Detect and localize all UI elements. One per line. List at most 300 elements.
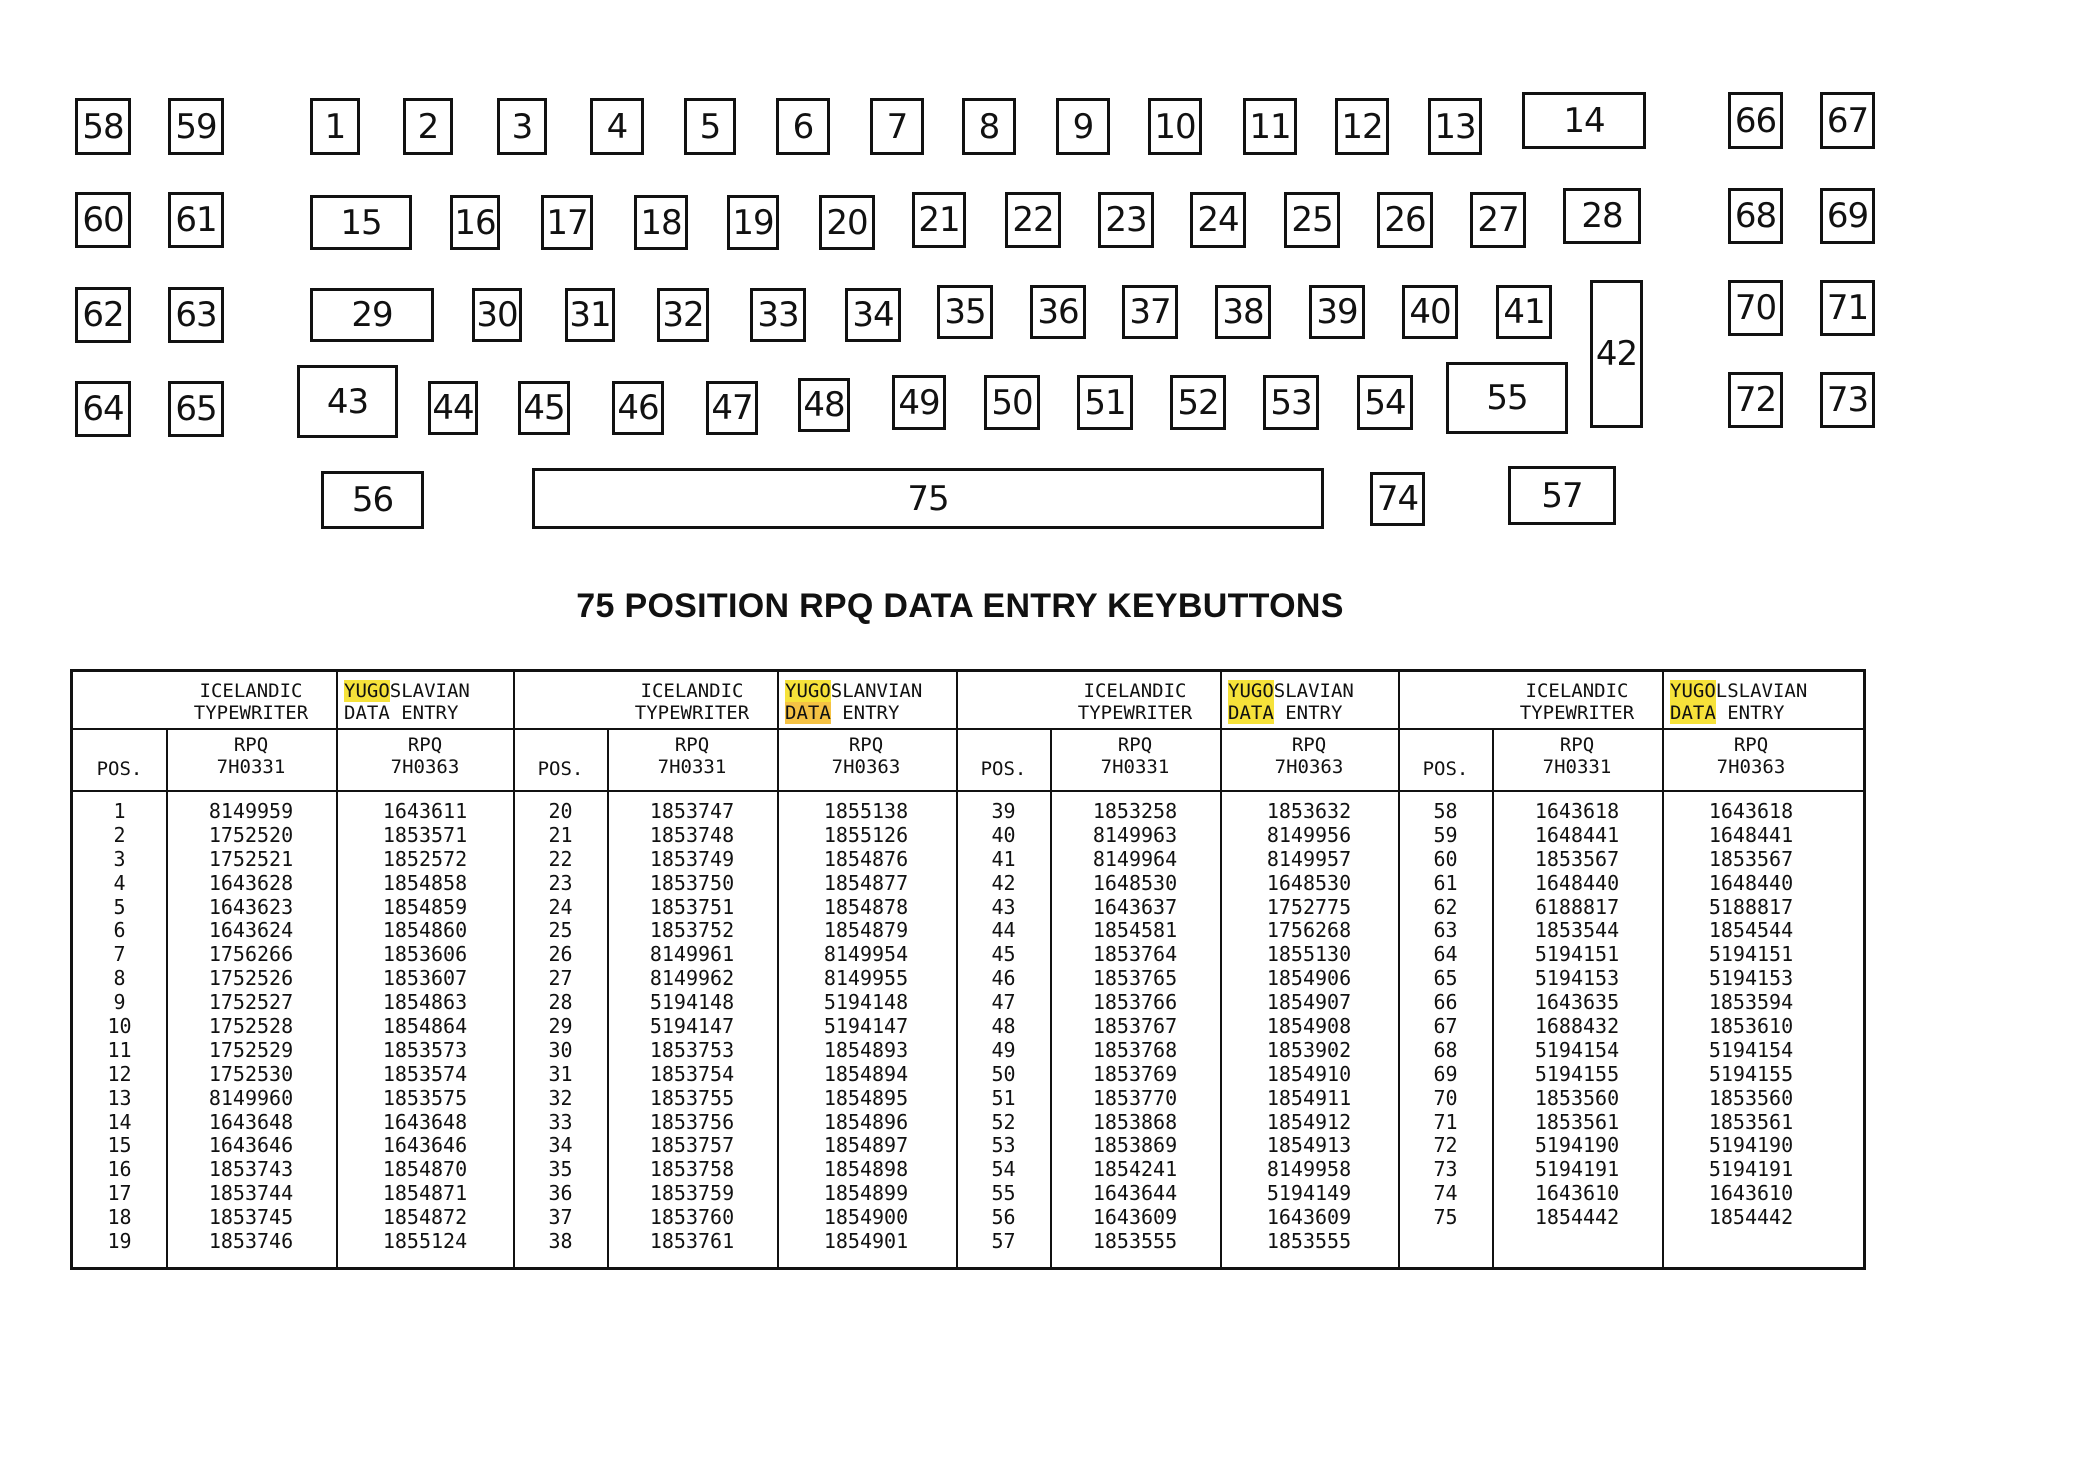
key-30: 30 [472,288,522,342]
rpq-label: RPQ [1733,734,1769,756]
position-number: 3 [113,846,126,871]
position-number: 30 [548,1037,573,1062]
position-number: 61 [1433,870,1458,895]
header-rule-2 [73,790,1863,792]
part-number: 1853749 [649,846,735,871]
part-number: 1853745 [208,1205,294,1230]
position-number: 16 [107,1157,132,1182]
rpq-label: RPQ [1559,734,1595,756]
position-number: 49 [991,1037,1016,1062]
part-number: 1853575 [382,1085,468,1110]
part-number: 1853607 [382,966,468,991]
key-20: 20 [819,195,875,250]
position-number: 73 [1433,1157,1458,1182]
position-number: 62 [1433,894,1458,919]
key-62: 62 [75,287,131,343]
position-number: 66 [1433,990,1458,1015]
position-number: 31 [548,1061,573,1086]
yugoslavian-part-column [336,800,514,1254]
position-number: 53 [991,1133,1016,1158]
key-32: 32 [657,288,709,342]
part-number: 1853555 [1266,1229,1352,1254]
icelandic-title: ICELANDIC [199,680,303,702]
yugoslavian-subtitle [785,702,955,724]
part-number: 1648530 [1266,870,1352,895]
key-25: 25 [1284,192,1340,248]
pos-header: POS. [96,758,143,780]
part-number: 1854895 [823,1085,909,1110]
yugoslavian-subtitle [1670,702,1840,724]
icelandic-header [1492,680,1662,724]
position-number: 72 [1433,1133,1458,1158]
part-number: 5194151 [1708,942,1794,967]
position-number: 37 [548,1205,573,1230]
part-number: 1688432 [1534,1014,1620,1039]
icelandic-part-column [166,800,336,1254]
icelandic-title: ICELANDIC [640,680,744,702]
part-number: 1752526 [208,966,294,991]
part-number: 1854442 [1708,1205,1794,1230]
position-number: 29 [548,1014,573,1039]
part-number: 1752527 [208,990,294,1015]
part-number: 8149954 [823,942,909,967]
position-number: 11 [107,1037,132,1062]
part-number: 8149958 [1266,1157,1352,1182]
key-61: 61 [168,192,224,248]
key-73: 73 [1820,372,1875,428]
part-number: 1854910 [1266,1061,1352,1086]
part-number: 1853759 [649,1181,735,1206]
rpq-number: 7H0331 [1542,756,1612,778]
key-54: 54 [1357,375,1413,430]
part-number: 1853765 [1092,966,1178,991]
part-number: 1643623 [208,894,294,919]
part-number: 1853756 [649,1109,735,1134]
position-number: 54 [991,1157,1016,1182]
part-number: 1853767 [1092,1014,1178,1039]
part-number: 1643646 [382,1133,468,1158]
yugoslavian-header [1670,680,1840,724]
part-number: 1855124 [382,1229,468,1254]
highlight-data: DATA [1228,702,1274,724]
part-number: 8149962 [649,966,735,991]
key-8: 8 [962,98,1016,155]
part-number: 1853632 [1266,799,1352,823]
rpq-number: 7H0331 [657,756,727,778]
part-number: 5194151 [1534,942,1620,967]
part-number: 5194154 [1708,1037,1794,1062]
part-number: 1643609 [1092,1205,1178,1230]
position-number: 64 [1433,942,1458,967]
key-34: 34 [845,288,901,342]
part-number: 1854900 [823,1205,909,1230]
part-number: 1853770 [1092,1085,1178,1110]
position-number: 46 [991,966,1016,991]
part-number: 8149956 [1266,822,1352,847]
part-number: 5194191 [1534,1157,1620,1182]
position-number: 26 [548,942,573,967]
title-rest: SLANVIAN [830,680,923,702]
subtitle-rest: DATA ENTRY [344,702,459,724]
highlight-yugo: YUGO [344,680,390,702]
part-number: 1854911 [1266,1085,1352,1110]
part-number: 5194149 [1266,1181,1352,1206]
part-number: 1752520 [208,822,294,847]
yugoslavian-rpq [777,734,955,778]
highlight-data: DATA [785,702,831,724]
key-29: 29 [310,288,434,342]
part-number: 1853560 [1534,1085,1620,1110]
position-number: 57 [991,1229,1016,1254]
position-number: 55 [991,1181,1016,1206]
part-number: 1853902 [1266,1037,1352,1062]
key-11: 11 [1243,98,1297,155]
part-number: 8149964 [1092,846,1178,871]
rpq-label: RPQ [848,734,884,756]
position-number: 18 [107,1205,132,1230]
part-number: 1854858 [382,870,468,895]
part-number: 1853758 [649,1157,735,1182]
position-number: 5 [113,894,126,919]
key-31: 31 [565,288,615,342]
key-5: 5 [684,98,736,155]
icelandic-header [607,680,777,724]
position-number: 59 [1433,822,1458,847]
pos-header: POS. [537,758,584,780]
key-2: 2 [403,98,453,155]
icelandic-rpq [607,734,777,778]
position-number: 45 [991,942,1016,967]
part-number: 1854544 [1708,918,1794,943]
position-number: 22 [548,846,573,871]
part-number: 1643628 [208,870,294,895]
part-number: 1853560 [1708,1085,1794,1110]
part-number: 1854907 [1266,990,1352,1015]
position-number: 21 [548,822,573,847]
key-22: 22 [1005,192,1061,248]
part-number: 5194155 [1534,1061,1620,1086]
key-10: 10 [1148,98,1202,155]
key-37: 37 [1122,285,1178,339]
key-12: 12 [1335,98,1389,155]
icelandic-part-column [607,800,777,1254]
position-number: 15 [107,1133,132,1158]
pos-header: POS. [1422,758,1469,780]
position-number: 10 [107,1014,132,1039]
part-number: 1853761 [649,1229,735,1254]
position-number: 51 [991,1085,1016,1110]
key-35: 35 [937,285,993,339]
key-46: 46 [612,381,664,435]
rpq-number: 7H0331 [216,756,286,778]
position-number: 23 [548,870,573,895]
key-52: 52 [1170,375,1226,430]
key-17: 17 [541,195,593,250]
yugoslavian-header [344,680,514,724]
position-number: 8 [113,966,126,991]
key-45: 45 [518,381,570,435]
position-number: 75 [1433,1205,1458,1230]
part-number: 5194191 [1708,1157,1794,1182]
position-number: 74 [1433,1181,1458,1206]
part-number: 1648441 [1708,822,1794,847]
key-66: 66 [1728,92,1783,149]
key-64: 64 [75,381,131,437]
highlight-data: DATA [1670,702,1716,724]
icelandic-subtitle: TYPEWRITER [634,702,750,724]
key-28: 28 [1563,188,1641,244]
part-number: 8149960 [208,1085,294,1110]
part-number: 1854872 [382,1205,468,1230]
part-number: 1853746 [208,1229,294,1254]
key-50: 50 [984,375,1040,430]
part-number: 1853768 [1092,1037,1178,1062]
part-number: 1854871 [382,1181,468,1206]
key-39: 39 [1309,285,1365,339]
key-14: 14 [1522,92,1646,149]
icelandic-part-column [1492,800,1662,1230]
position-number: 4 [113,870,126,895]
part-number: 1643648 [382,1109,468,1134]
position-number: 65 [1433,966,1458,991]
part-number: 1854899 [823,1181,909,1206]
part-number: 1855130 [1266,942,1352,967]
page-title: 75 POSITION RPQ DATA ENTRY KEYBUTTONS [576,587,1344,625]
key-40: 40 [1402,285,1458,339]
position-number: 69 [1433,1061,1458,1086]
part-number: 5194148 [649,990,735,1015]
part-number: 1853574 [382,1061,468,1086]
pos-column [957,800,1050,1254]
position-number: 28 [548,990,573,1015]
part-number: 1854863 [382,990,468,1015]
position-number: 52 [991,1109,1016,1134]
key-9: 9 [1056,98,1110,155]
yugoslavian-subtitle [344,702,514,724]
yugoslavian-title [1228,680,1398,702]
part-number: 1854581 [1092,918,1178,943]
part-number: 1648441 [1534,822,1620,847]
part-number: 1853567 [1534,846,1620,871]
position-number: 33 [548,1109,573,1134]
part-number: 8149959 [208,799,294,823]
title-rest: LSLAVIAN [1715,680,1808,702]
key-58: 58 [75,98,131,155]
part-number: 1643618 [1708,799,1794,823]
part-number: 1855138 [823,799,909,823]
part-number: 1643635 [1534,990,1620,1015]
position-number: 48 [991,1014,1016,1039]
icelandic-part-column [1050,800,1220,1254]
key-65: 65 [168,381,224,437]
part-number: 1853751 [649,894,735,919]
part-number: 6188817 [1534,894,1620,919]
part-number: 1854878 [823,894,909,919]
icelandic-title: ICELANDIC [1525,680,1629,702]
position-number: 6 [113,918,126,943]
key-72: 72 [1728,372,1783,428]
position-number: 67 [1433,1014,1458,1039]
key-68: 68 [1728,188,1783,244]
part-number: 1643609 [1266,1205,1352,1230]
highlight-yugo: YUGO [1670,680,1716,702]
part-number: 8149955 [823,966,909,991]
position-number: 71 [1433,1109,1458,1134]
key-18: 18 [634,195,688,250]
key-63: 63 [168,287,224,343]
part-number: 1853555 [1092,1229,1178,1254]
position-number: 2 [113,822,126,847]
part-number: 1853766 [1092,990,1178,1015]
pos-column [1399,800,1492,1230]
part-number: 8149963 [1092,822,1178,847]
part-number: 1853743 [208,1157,294,1182]
part-number: 8149961 [649,942,735,967]
key-44: 44 [428,381,478,435]
position-number: 38 [548,1229,573,1254]
header-rule-1 [73,728,1863,730]
part-number: 1853754 [649,1061,735,1086]
pos-column [73,800,166,1254]
part-number: 1643648 [208,1109,294,1134]
icelandic-subtitle: TYPEWRITER [1077,702,1193,724]
part-number: 1643618 [1534,799,1620,823]
part-number: 1853764 [1092,942,1178,967]
part-number: 5194190 [1708,1133,1794,1158]
part-number: 1752775 [1266,894,1352,919]
yugoslavian-header [785,680,955,724]
subtitle-rest: ENTRY [1273,702,1343,724]
position-number: 70 [1433,1085,1458,1110]
position-number: 43 [991,894,1016,919]
part-number: 5194153 [1534,966,1620,991]
part-number: 1854901 [823,1229,909,1254]
rpq-label: RPQ [1291,734,1327,756]
part-number: 5188817 [1708,894,1794,919]
part-number: 1854870 [382,1157,468,1182]
key-59: 59 [168,98,224,155]
key-75: 75 [532,468,1324,529]
position-number: 42 [991,870,1016,895]
subtitle-rest: ENTRY [830,702,900,724]
key-23: 23 [1098,192,1154,248]
subtitle-rest: ENTRY [1715,702,1785,724]
rpq-number: 7H0363 [1274,756,1344,778]
part-number: 1853753 [649,1037,735,1062]
position-number: 1 [113,799,126,823]
part-number: 1752521 [208,846,294,871]
position-number: 24 [548,894,573,919]
position-number: 35 [548,1157,573,1182]
part-number: 1854912 [1266,1109,1352,1134]
part-number: 1854859 [382,894,468,919]
key-48: 48 [798,378,850,432]
part-number: 5194148 [823,990,909,1015]
yugoslavian-rpq [336,734,514,778]
title-rest: SLAVIAN [1273,680,1354,702]
part-number: 1643610 [1708,1181,1794,1206]
rpq-number: 7H0363 [831,756,901,778]
part-number: 1853755 [649,1085,735,1110]
part-number: 1853752 [649,918,735,943]
key-51: 51 [1077,375,1133,430]
part-number: 1853258 [1092,799,1178,823]
position-number: 20 [548,799,573,823]
key-24: 24 [1190,192,1246,248]
position-number: 14 [107,1109,132,1134]
key-70: 70 [1728,280,1783,336]
part-number: 1643624 [208,918,294,943]
position-number: 56 [991,1205,1016,1230]
position-number: 12 [107,1061,132,1086]
part-number: 5194155 [1708,1061,1794,1086]
part-number: 1854893 [823,1037,909,1062]
part-number: 1854864 [382,1014,468,1039]
part-number: 1854877 [823,870,909,895]
part-number: 1752529 [208,1037,294,1062]
part-number: 1854908 [1266,1014,1352,1039]
yugoslavian-part-column [1662,800,1840,1230]
key-26: 26 [1377,192,1433,248]
key-42: 42 [1590,280,1643,428]
icelandic-header [166,680,336,724]
rpq-label: RPQ [407,734,443,756]
part-number: 1752528 [208,1014,294,1039]
part-number: 1854896 [823,1109,909,1134]
icelandic-subtitle: TYPEWRITER [1519,702,1635,724]
part-number: 1854906 [1266,966,1352,991]
yugoslavian-title [785,680,955,702]
title-rest: SLAVIAN [389,680,470,702]
rpq-number: 7H0331 [1100,756,1170,778]
rpq-number: 7H0363 [390,756,460,778]
position-number: 32 [548,1085,573,1110]
part-number: 1855126 [823,822,909,847]
part-number: 1854241 [1092,1157,1178,1182]
part-number: 1853757 [649,1133,735,1158]
part-number: 1854442 [1534,1205,1620,1230]
part-number: 1853750 [649,870,735,895]
part-number: 1852572 [382,846,468,871]
part-number: 1854894 [823,1061,909,1086]
parts-table [70,669,1866,1270]
key-49: 49 [892,375,946,430]
position-number: 9 [113,990,126,1015]
highlight-yugo: YUGO [785,680,831,702]
part-number: 1853610 [1708,1014,1794,1039]
position-number: 40 [991,822,1016,847]
key-67: 67 [1820,92,1875,149]
position-number: 44 [991,918,1016,943]
position-number: 47 [991,990,1016,1015]
part-number: 1853606 [382,942,468,967]
yugoslavian-title [1670,680,1840,702]
key-7: 7 [870,98,924,155]
part-number: 1643644 [1092,1181,1178,1206]
position-number: 68 [1433,1037,1458,1062]
key-71: 71 [1820,280,1875,336]
part-number: 1756268 [1266,918,1352,943]
part-number: 1648440 [1708,870,1794,895]
part-number: 1854898 [823,1157,909,1182]
yugoslavian-title [344,680,514,702]
part-number: 1853747 [649,799,735,823]
part-number: 5194153 [1708,966,1794,991]
icelandic-title: ICELANDIC [1083,680,1187,702]
part-number: 1854860 [382,918,468,943]
key-4: 4 [590,98,644,155]
part-number: 1853567 [1708,846,1794,871]
